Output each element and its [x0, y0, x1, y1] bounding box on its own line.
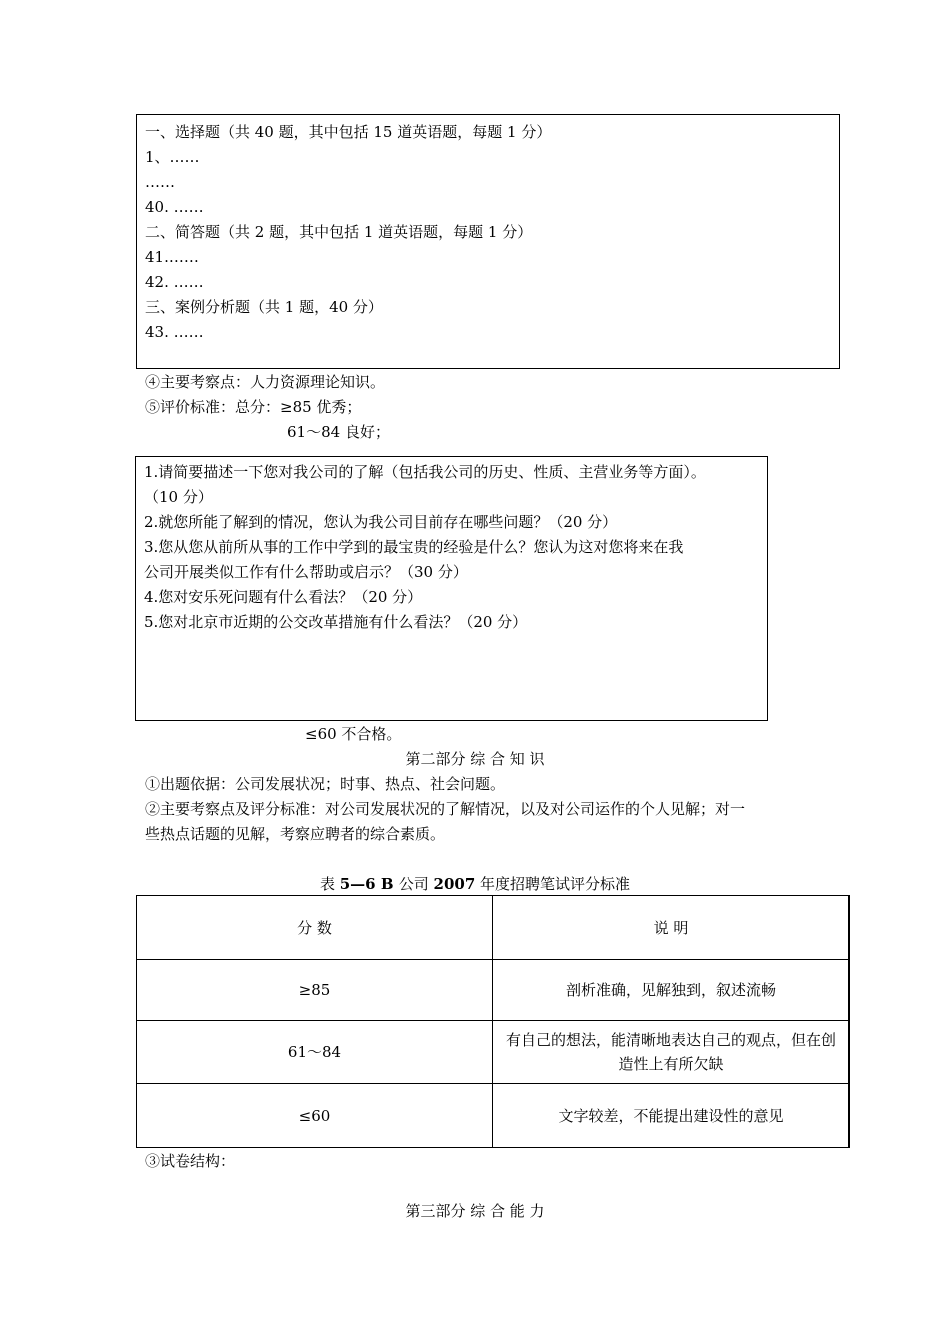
box1-line: 42. ……: [145, 273, 204, 291]
box1-line: 43. ……: [145, 323, 204, 341]
box1-line: 41.……: [145, 248, 199, 266]
criteria-fail: ≤60 不合格。: [305, 725, 402, 743]
box2-line: 公司开展类似工作有什么帮助或启示？（30 分）: [144, 563, 468, 581]
main-assessment-point: ④主要考察点：人力资源理论知识。: [145, 373, 386, 391]
box2-line: 2.就您所能了解到的情况，您认为我公司目前存在哪些问题？（20 分）: [144, 513, 618, 531]
header-description: 说 明: [493, 896, 850, 960]
essay-questions-box: [135, 456, 768, 721]
table-caption: [0, 875, 950, 893]
criteria-good: 61～84 良好；: [287, 423, 390, 441]
part2-title: 第二部分 综 合 知 识: [405, 750, 545, 768]
row-description: 文字较差，不能提出建设性的意见: [493, 1084, 850, 1148]
caption-b: B: [375, 875, 399, 893]
table-edge-rule: [848, 895, 850, 1148]
box1-line: ……: [145, 173, 175, 191]
row-score: ≤60: [137, 1084, 493, 1148]
box1-line: 40. ……: [145, 198, 204, 216]
box1-line: 1、……: [145, 148, 200, 166]
row-description: 剖析准确，见解独到，叙述流畅: [493, 960, 850, 1021]
row-description: 有自己的想法，能清晰地表达自己的观点，但在创造性上有所欠缺: [493, 1021, 850, 1084]
question-basis: ①出题依据：公司发展状况；时事、热点、社会问题。: [145, 775, 506, 793]
box2-line: （10 分）: [144, 488, 213, 506]
header-score: 分 数: [137, 896, 493, 960]
box2-line: 5.您对北京市近期的公交改革措施有什么看法？（20 分）: [144, 613, 528, 631]
box2-line: 4.您对安乐死问题有什么看法？（20 分）: [144, 588, 423, 606]
table-row: [137, 1021, 850, 1084]
evaluation-criteria: ⑤评价标准：总分：≥85 优秀；: [145, 398, 362, 416]
row-score: ≥85: [137, 960, 493, 1021]
part3-title: 第三部分 综 合 能 力: [405, 1202, 545, 1220]
assessment-standard-1: ②主要考察点及评分标准：对公司发展状况的了解情况，以及对公司运作的个人见解；对一: [145, 800, 746, 818]
box1-line: 三、案例分析题（共 1 题，40 分）: [145, 298, 383, 316]
box2-line: 3.您从您从前所从事的工作中学到的最宝贵的经验是什么？您认为这对您将来在我: [144, 538, 684, 556]
paper-structure: ③试卷结构：: [145, 1152, 236, 1170]
box1-line: 二、简答题（共 2 题，其中包括 1 道英语题，每题 1 分）: [145, 223, 533, 241]
table-row: [137, 960, 850, 1021]
caption-year: 2007: [433, 875, 476, 893]
caption-company: 公司: [398, 875, 434, 893]
caption-prefix: 表: [319, 875, 340, 893]
box2-line: 1.请简要描述一下您对我公司的了解（包括我公司的历史、性质、主营业务等方面）。: [144, 463, 706, 481]
assessment-standard-2: 些热点话题的见解，考察应聘者的综合素质。: [145, 825, 446, 843]
table-row: [137, 1084, 850, 1148]
table-header-row: [137, 896, 850, 960]
box1-line: 一、选择题（共 40 题，其中包括 15 道英语题，每题 1 分）: [145, 123, 552, 141]
row-score: 61～84: [137, 1021, 493, 1084]
scoring-table: [136, 895, 850, 1148]
caption-number: 5—6: [339, 875, 376, 893]
exam-structure-box: [136, 114, 840, 369]
caption-suffix: 年度招聘笔试评分标准: [475, 875, 631, 893]
